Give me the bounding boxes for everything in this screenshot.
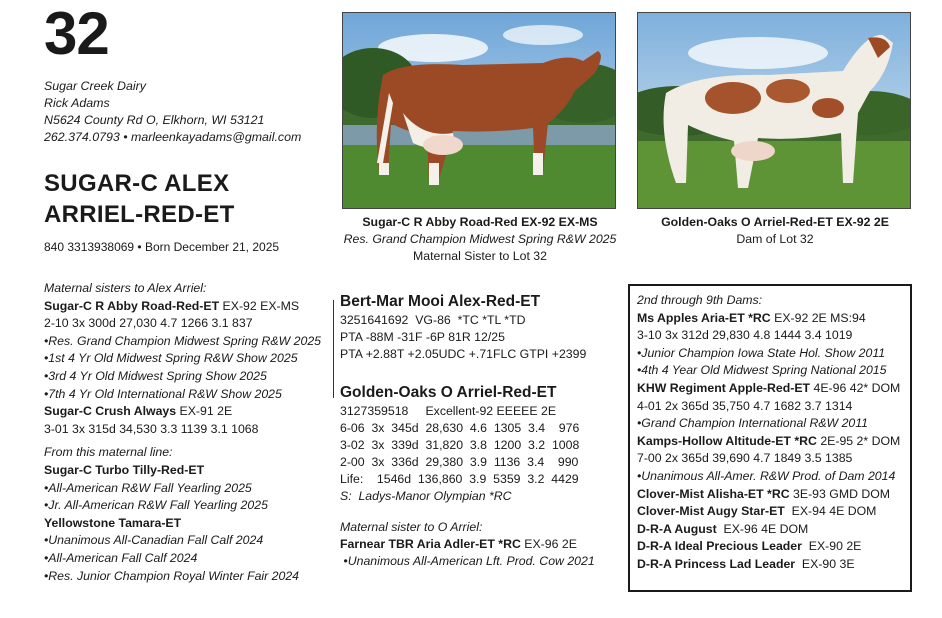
- dams-list: [637, 292, 900, 574]
- registration-and-birth: 840 3313938069 • Born December 21, 2025: [44, 240, 280, 254]
- dam-sire: S: Ladys-Manor Olympian *RC: [340, 489, 512, 503]
- relative-name: Yellowstone Tamara-ET: [44, 515, 182, 530]
- pedigree-column: [340, 292, 595, 570]
- owner-name: Rick Adams: [44, 96, 110, 110]
- dam-name: D-R-A Ideal Precious Leader: [637, 539, 802, 554]
- dam-name: Ms Apples Aria-ET *RC: [637, 310, 771, 325]
- dam-name: Kamps-Hollow Altitude-ET *RC: [637, 433, 817, 448]
- sire-info: PTA +2.88T +2.05UDC +.71FLC GTPI +2399: [340, 347, 587, 361]
- award-line: •3rd 4 Yr Old Midwest Spring Show 2025: [44, 368, 267, 383]
- maternal-sisters-heading: Maternal sisters to Alex Arriel:: [44, 281, 207, 295]
- dam-score: EX-90 2E: [801, 539, 862, 554]
- award-line: •Unanimous All-American Lft. Prod. Cow 2021: [340, 554, 595, 568]
- dam-info: 3127359518 Excellent-92 EEEEE 2E: [340, 404, 557, 418]
- maternal-sister-heading: Maternal sister to O Arriel:: [340, 520, 483, 534]
- award-line: •Jr. All-American R&W Fall Yearling 2025: [44, 498, 268, 513]
- dam-name: Clover-Mist Augy Star-ET: [637, 504, 785, 519]
- dam-score: EX-90 3E: [795, 556, 855, 571]
- sire-info: PTA -88M -31F -6P 81R 12/25: [340, 330, 505, 344]
- dam-score: EX-94 4E DOM: [784, 504, 877, 519]
- caption-relation: Maternal Sister to Lot 32: [413, 249, 547, 263]
- caption-title: Golden-Oaks O Arriel-Red-ET EX-92 2E: [661, 215, 889, 229]
- caption-title: Sugar-C R Abby Road-Red EX-92 EX-MS: [362, 215, 598, 229]
- maternal-line-heading: From this maternal line:: [44, 445, 173, 460]
- animal-name: [44, 168, 235, 230]
- dam-record: 3-02 3x 339d 31,820 3.8 1200 3.2 1008: [340, 438, 580, 452]
- relative-name: Sugar-C Turbo Tilly-Red-ET: [44, 462, 205, 477]
- dam-record: 2-00 3x 336d 29,380 3.9 1136 3.4 990: [340, 455, 579, 469]
- award-line: •1st 4 Yr Old Midwest Spring R&W Show 2025: [44, 351, 298, 366]
- sister-score: EX-92 EX-MS: [219, 298, 300, 313]
- dams-heading: 2nd through 9th Dams:: [637, 293, 763, 307]
- owner-contact: 262.374.0793 • marleenkayadams@gmail.com: [44, 130, 302, 144]
- dam-record: 6-06 3x 345d 28,630 4.6 1305 3.4 976: [340, 421, 580, 435]
- farm-name: Sugar Creek Dairy: [44, 79, 146, 93]
- award-line: •All-American Fall Calf 2024: [44, 550, 198, 565]
- sire-name: Bert-Mar Mooi Alex-Red-ET: [340, 293, 541, 310]
- sister-score: EX-91 2E: [176, 404, 233, 419]
- dam-record: Life: 1546d 136,860 3.9 5359 3.2 4429: [340, 472, 579, 486]
- sister-name: Sugar-C R Abby Road-Red-ET: [44, 298, 220, 313]
- sire-info: 3251641692 VG-86 *TC *TL *TD: [340, 313, 526, 327]
- award-line: •Res. Junior Champion Royal Winter Fair 2024: [44, 568, 300, 583]
- caption-relation: Dam of Lot 32: [736, 232, 814, 246]
- maternal-info-column: [44, 280, 321, 585]
- animal-name-line1: SUGAR-C ALEX: [44, 170, 230, 197]
- dam-score: 4E-96 42* DOM: [810, 380, 901, 395]
- animal-name-line2: ARRIEL-RED-ET: [44, 201, 235, 228]
- award-line: •7th 4 Yr Old International R&W Show 2025: [44, 386, 282, 401]
- award-line: •All-American R&W Fall Yearling 2025: [44, 480, 252, 495]
- award-line: •Res. Grand Champion Midwest Spring R&W 2025: [44, 333, 322, 348]
- lot-number: 32: [44, 0, 109, 67]
- owner-address: N5624 County Rd O, Elkhorn, WI 53121: [44, 113, 265, 127]
- award-line: •Unanimous All-Amer. R&W Prod. of Dam 2014: [637, 468, 896, 483]
- vertical-divider: [333, 300, 334, 398]
- sister-record: 3-01 3x 315d 34,530 3.3 1139 3.1 1068: [44, 421, 259, 436]
- dam-name: Clover-Mist Alisha-ET *RC: [637, 486, 790, 501]
- award-line: •Grand Champion International R&W 2011: [637, 416, 869, 431]
- dam-score: EX-92 2E MS:94: [770, 310, 866, 325]
- dam-name: KHW Regiment Apple-Red-ET: [637, 380, 811, 395]
- maternal-sister-photo: [342, 12, 616, 209]
- dam-caption: [625, 214, 925, 248]
- dam-photo: [637, 12, 911, 209]
- maternal-sister-score: EX-96 2E: [520, 537, 577, 551]
- award-line: •Junior Champion Iowa State Hol. Show 2011: [637, 345, 886, 360]
- dam-name: D-R-A Princess Lad Leader: [637, 556, 796, 571]
- caption-award: Res. Grand Champion Midwest Spring R&W 2025: [343, 232, 617, 246]
- dam-score: EX-96 4E DOM: [716, 521, 809, 536]
- maternal-sister-caption: [330, 214, 630, 265]
- sister-name: Sugar-C Crush Always: [44, 404, 177, 419]
- award-line: •Unanimous All-Canadian Fall Calf 2024: [44, 533, 264, 548]
- sister-record: 2-10 3x 300d 27,030 4.7 1266 3.1 837: [44, 316, 253, 331]
- award-line: •4th 4 Year Old Midwest Spring National 2015: [637, 363, 887, 378]
- dam-score: 3E-93 GMD DOM: [789, 486, 891, 501]
- maternal-sister-name: Farnear TBR Aria Adler-ET *RC: [340, 537, 521, 551]
- consignor-info: [44, 78, 301, 146]
- dam-name: D-R-A August: [637, 521, 717, 536]
- dam-record: 7-00 2x 365d 39,690 4.7 1849 3.5 1385: [637, 451, 853, 466]
- dam-record: 4-01 2x 365d 35,750 4.7 1682 3.7 1314: [637, 398, 853, 413]
- dam-record: 3-10 3x 312d 29,830 4.8 1444 3.4 1019: [637, 328, 853, 343]
- dam-name: Golden-Oaks O Arriel-Red-ET: [340, 384, 557, 401]
- dam-score: 2E-95 2* DOM: [816, 433, 901, 448]
